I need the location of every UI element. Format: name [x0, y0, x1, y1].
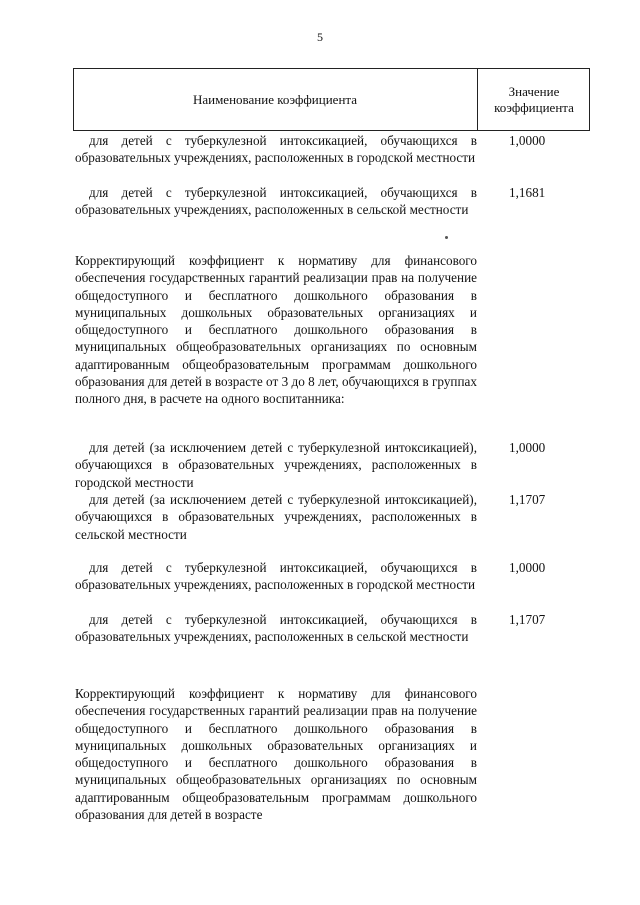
scan-speck [445, 236, 448, 239]
table-row-6-text: для детей с туберкулезной интоксикацией, обучающихся в образовательных учреждениях, расположенных в городской местности [75, 560, 477, 593]
header-value-cell [478, 68, 590, 131]
coefficient-table [73, 68, 590, 905]
table-row-2-text: для детей с туберкулезной интоксикацией, обучающихся в образовательных учреждениях, расположенных в сельской местности [75, 185, 477, 218]
page-number: 5 [317, 30, 323, 44]
table-row-2-value: 1,1681 [509, 185, 546, 200]
table-row-3-text: Корректирующий коэффициент к нормативу для финансового обеспечения государственных гарантий реализации прав на получение общедоступного и бесплатного дошкольного образования в муниципальных дошкольных образовательных организациях и общедоступного и бесплатного дошкольного образования в муниципальных общеобразовательных организациях по основным адаптированным общеобразовательным программам дошкольного образования для детей в возрасте от 3 до 8 лет, обучающихся в группах полного дня, в расчете на одного воспитанника: [75, 253, 477, 407]
table-row-1-value: 1,0000 [509, 133, 546, 148]
table-row-5-text: для детей (за исключением детей с туберкулезной интоксикацией), обучающихся в образовательных учреждениях, расположенных в сельской местности [75, 492, 477, 542]
table-row-7-text: для детей с туберкулезной интоксикацией, обучающихся в образовательных учреждениях, расположенных в сельской местности [75, 612, 477, 645]
table-row-1-text: для детей с туберкулезной интоксикацией, обучающихся в образовательных учреждениях, расположенных в городской местности [75, 133, 477, 166]
table-row-6-value: 1,0000 [509, 560, 546, 575]
table-row-7-value: 1,1707 [509, 612, 546, 627]
table-row-4-value: 1,0000 [509, 440, 546, 455]
header-name-cell [73, 68, 477, 131]
header-name-text: Наименование коэффициента [192, 91, 358, 107]
table-row-5-value: 1,1707 [509, 492, 546, 507]
header-value-text: Значение коэффициента [494, 83, 574, 115]
table-row-8-text: Корректирующий коэффициент к нормативу для финансового обеспечения государственных гарантий реализации прав на получение общедоступного и бесплатного дошкольного образования в муниципальных дошкольных образовательных организациях и общедоступного и бесплатного дошкольного образования в муниципальных общеобразовательных организациях по основным адаптированным общеобразовательным программам дошкольного образования для детей в возрасте [75, 686, 477, 823]
table-row-4-text: для детей (за исключением детей с туберкулезной интоксикацией), обучающихся в образовательных учреждениях, расположенных в городской местности [75, 440, 477, 490]
